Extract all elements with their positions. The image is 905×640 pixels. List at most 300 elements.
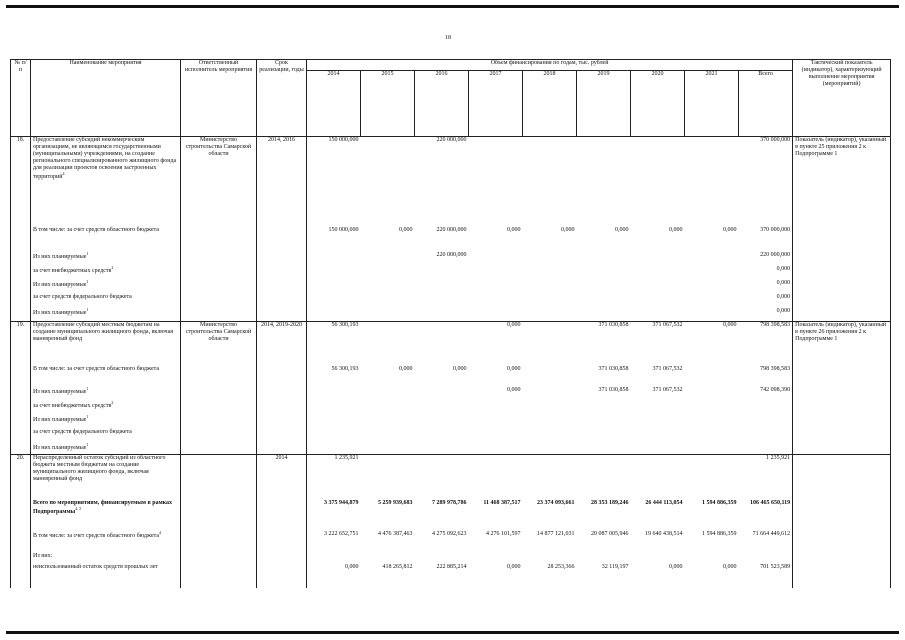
row-total (739, 553, 793, 564)
table-row (11, 564, 891, 588)
row-term (257, 227, 307, 252)
row-name (31, 553, 181, 564)
header-year: 2017 (469, 71, 523, 137)
row-term: 2014 (257, 455, 307, 500)
row-executor (181, 553, 257, 564)
row-year-value (631, 455, 685, 500)
row-total: 798 398,583 (739, 366, 793, 387)
row-indicator (793, 252, 891, 266)
row-number (11, 294, 31, 308)
row-term (257, 366, 307, 387)
row-year-value (577, 280, 631, 294)
row-term (257, 443, 307, 455)
row-total: 0,000 (739, 266, 793, 280)
row-year-value (523, 553, 577, 564)
row-number: 18. (11, 137, 31, 227)
table-row (11, 308, 891, 322)
row-total: 0,000 (739, 308, 793, 322)
row-year-value: 4 276 101,597 (486, 530, 521, 537)
row-name (31, 294, 181, 308)
row-name-text: В том числе: за счет средств областного бюджета (33, 532, 159, 539)
row-name-text: В том числе: за счет средств областного бюджета (33, 226, 159, 233)
row-name (31, 366, 181, 387)
row-year-value (361, 308, 415, 322)
row-year-value (469, 443, 523, 455)
row-term (257, 500, 307, 531)
row-total (739, 429, 793, 443)
row-term (257, 553, 307, 564)
row-year-value (631, 266, 685, 280)
row-name-text: за счет внебюджетных средств (33, 402, 112, 409)
row-name (31, 401, 181, 415)
row-year-value (361, 401, 415, 415)
row-name (31, 564, 181, 588)
row-term: 2014, 2019-2020 (257, 322, 307, 366)
row-total (739, 415, 793, 429)
row-year-value (523, 137, 577, 227)
row-year-value (685, 252, 739, 266)
row-term (257, 564, 307, 588)
row-name-text: неиспользованный остаток средств прошлых лет (33, 563, 159, 570)
row-year-value (469, 137, 523, 227)
row-year-value: 56 300,193 (307, 322, 361, 366)
row-year-value (469, 308, 523, 322)
row-year-value (469, 401, 523, 415)
row-year-value (415, 401, 469, 415)
row-year-value (361, 553, 415, 564)
row-indicator (793, 443, 891, 455)
row-name-text: Из них планируемые (33, 388, 87, 395)
table-row (11, 455, 891, 500)
row-total: 71 664 449,612 (739, 531, 793, 553)
row-year-value: 28 253,366 (547, 563, 575, 570)
footnote-marker: 2 (111, 264, 114, 270)
row-term (257, 252, 307, 266)
row-number (11, 252, 31, 266)
header-total: Всего (739, 71, 793, 137)
row-year-value: 0,000 (669, 226, 683, 233)
row-year-value (415, 280, 469, 294)
row-year-value (307, 429, 361, 443)
financing-table (10, 59, 891, 588)
row-year-value (631, 252, 685, 266)
row-name-text: Из них: (33, 552, 53, 559)
row-year-value (523, 443, 577, 455)
row-executor (181, 455, 257, 500)
row-year-value (577, 266, 631, 280)
row-term (257, 401, 307, 415)
row-year-value (307, 387, 361, 401)
row-year-value: 1 594 886,359 (702, 499, 737, 506)
row-year-value (577, 429, 631, 443)
row-year-value (577, 137, 631, 227)
row-executor (181, 415, 257, 429)
row-year-value (685, 280, 739, 294)
row-year-value: 3 222 652,751 (307, 531, 361, 553)
page-number: 18 (445, 35, 451, 41)
row-year-value: 371 067,532 (652, 365, 683, 372)
row-number: 20. (11, 455, 31, 500)
row-year-value (469, 455, 523, 500)
row-number (11, 500, 31, 531)
row-name (31, 429, 181, 443)
row-year-value (523, 322, 577, 366)
row-year-value (361, 387, 415, 401)
row-year-value (523, 455, 577, 500)
header-year: 2019 (577, 71, 631, 137)
row-indicator (793, 564, 891, 588)
footnote-marker: 1 (86, 278, 89, 284)
row-term (257, 531, 307, 553)
row-year-value (685, 401, 739, 415)
row-indicator (793, 308, 891, 322)
row-year-value (523, 366, 577, 387)
row-year-value (685, 387, 739, 401)
row-name (31, 415, 181, 429)
row-year-value (631, 280, 685, 294)
row-year-value (361, 137, 415, 227)
row-executor (181, 366, 257, 387)
row-number (11, 401, 31, 415)
row-name (31, 531, 181, 553)
row-year-value (469, 294, 523, 308)
row-year-value: 14 877 121,031 (537, 530, 575, 537)
row-year-value (577, 401, 631, 415)
row-indicator (793, 531, 891, 553)
table-row (11, 322, 891, 366)
row-year-value (577, 294, 631, 308)
row-year-value (307, 553, 361, 564)
row-year-value (361, 252, 415, 266)
row-year-value (361, 294, 415, 308)
row-total: 106 465 650,119 (739, 500, 793, 531)
row-number (11, 553, 31, 564)
row-year-value: 0,000 (453, 365, 467, 372)
row-name-text: Из них планируемые (33, 416, 87, 423)
table-row (11, 366, 891, 387)
table-row (11, 137, 891, 227)
footnote-marker: 4 (158, 529, 161, 535)
row-year-value (415, 308, 469, 322)
row-name-text: Из них планируемые (33, 281, 87, 288)
row-year-value (685, 553, 739, 564)
row-indicator: Показатель (индикатор), указанный в пункте 25 приложения 2 к Подпрограмме 1 (793, 137, 891, 227)
row-year-value: 0,000 (399, 365, 413, 372)
table-row (11, 294, 891, 308)
row-name-text: за счет внебюджетных средств (33, 267, 112, 274)
row-year-value (523, 308, 577, 322)
row-executor (181, 227, 257, 252)
row-year-value (415, 429, 469, 443)
row-year-value (685, 429, 739, 443)
table-row (11, 227, 891, 252)
row-year-value: 0,000 (399, 226, 413, 233)
row-indicator (793, 553, 891, 564)
row-year-value (361, 429, 415, 443)
row-year-value: 20 087 005,946 (591, 530, 629, 537)
row-indicator: Показатель (индикатор), указанный в пункте 26 приложения 2 к Подпрограмме 1 (793, 322, 891, 366)
row-year-value (415, 294, 469, 308)
row-term (257, 415, 307, 429)
footnote-marker: 1 (86, 250, 89, 256)
row-year-value (523, 266, 577, 280)
row-year-value (685, 294, 739, 308)
header-term: Срок реализации, годы (257, 60, 307, 137)
row-name-text: Предоставление субсидий некоммерческим организациям, не являющимся государственными (муниципальными) учреждениями, на создание регионального специализированного жилищного фонда для реализации проектов освоения застроенных территорий (33, 137, 177, 181)
row-year-value: 0,000 (723, 563, 737, 570)
row-name (31, 308, 181, 322)
row-year-value: 0,000 (507, 386, 521, 393)
row-year-value (631, 415, 685, 429)
row-year-value: 11 468 387,517 (483, 499, 521, 506)
row-year-value: 19 640 438,514 (645, 530, 683, 537)
table-body (11, 137, 891, 588)
table-row (11, 500, 891, 531)
row-executor (181, 252, 257, 266)
row-year-value (577, 553, 631, 564)
row-year-value (469, 252, 523, 266)
row-year-value (577, 443, 631, 455)
page-top-rule (6, 5, 899, 8)
row-year-value: 0,000 (561, 226, 575, 233)
row-name (31, 443, 181, 455)
footnote-marker: 4, 5 (75, 505, 82, 511)
row-executor (181, 500, 257, 531)
row-name-text: за счет средств федерального бюджета (33, 428, 132, 435)
row-indicator (793, 455, 891, 500)
row-executor (181, 429, 257, 443)
row-name-text: В том числе: за счет средств областного бюджета (33, 365, 159, 372)
row-year-value (631, 308, 685, 322)
row-year-value (469, 266, 523, 280)
row-name-text: Нераспределенный остаток субсидий из областного бюджета местным бюджетам на создание муниципального жилищного фонда, включая маневренный фонд (33, 455, 166, 483)
row-year-value: 371 067,532 (652, 386, 683, 393)
row-year-value: 4 476 387,463 (378, 530, 413, 537)
row-year-value: 23 374 093,661 (537, 499, 575, 506)
row-indicator (793, 415, 891, 429)
row-year-value (631, 553, 685, 564)
row-total: 0,000 (739, 280, 793, 294)
row-name (31, 387, 181, 401)
row-name (31, 137, 181, 227)
row-year-value (307, 401, 361, 415)
row-year-value: 0,000 (615, 226, 629, 233)
row-term (257, 429, 307, 443)
row-year-value (469, 415, 523, 429)
row-number (11, 266, 31, 280)
row-number (11, 531, 31, 553)
row-year-value: 220 000,000 (436, 226, 467, 233)
header-year: 2014 (307, 71, 361, 137)
row-year-value (577, 455, 631, 500)
row-name-text: Всего по мероприятиям, финансируемым в рамках Подпрограммы (33, 499, 173, 515)
row-year-value: 0,000 (723, 226, 737, 233)
row-indicator (793, 227, 891, 252)
row-year-value: 371 030,858 (598, 365, 629, 372)
row-name-text: Предоставление субсидий местным бюджетам на создание муниципального жилищного фонда, включая маневренный фонд (33, 322, 174, 343)
row-executor (181, 387, 257, 401)
row-name-text: за счет средств федерального бюджета (33, 293, 132, 300)
row-indicator (793, 500, 891, 531)
row-name-text: Из них планируемые (33, 309, 87, 316)
row-year-value (685, 443, 739, 455)
row-executor (181, 401, 257, 415)
row-year-value (631, 443, 685, 455)
row-year-value (523, 401, 577, 415)
row-term (257, 308, 307, 322)
footnote-marker: 1 (86, 306, 89, 312)
row-year-value: 0,000 (669, 563, 683, 570)
row-number: 19. (11, 322, 31, 366)
row-name-text: Из них планируемые (33, 444, 87, 451)
row-year-value (523, 415, 577, 429)
row-number (11, 429, 31, 443)
row-year-value (685, 415, 739, 429)
row-number (11, 564, 31, 588)
row-number (11, 443, 31, 455)
footnote-marker: 1 (86, 441, 89, 447)
row-year-value (307, 280, 361, 294)
row-executor: Министерство строительства Самарской области (181, 322, 257, 366)
row-year-value (361, 266, 415, 280)
row-name (31, 252, 181, 266)
row-term (257, 294, 307, 308)
row-year-value (307, 266, 361, 280)
row-year-value (415, 443, 469, 455)
row-year-value (685, 308, 739, 322)
row-number (11, 308, 31, 322)
table-row (11, 553, 891, 564)
row-year-value: 150 000,000 (307, 227, 361, 252)
table-row (11, 415, 891, 429)
row-total: 742 098,390 (739, 387, 793, 401)
row-total: 370 000,000 (739, 137, 793, 227)
row-year-value: 56 300,193 (307, 366, 361, 387)
row-year-value (361, 455, 415, 500)
row-year-value: 0,000 (507, 563, 521, 570)
row-year-value (415, 322, 469, 366)
page-bottom-rule (6, 631, 899, 634)
row-executor (181, 308, 257, 322)
row-number (11, 415, 31, 429)
row-year-value: 1 594 886,359 (702, 530, 737, 537)
row-executor (181, 443, 257, 455)
row-year-value (523, 252, 577, 266)
header-year: 2015 (361, 71, 415, 137)
row-year-value: 26 444 113,054 (645, 499, 683, 506)
row-year-value (361, 280, 415, 294)
row-total: 1 235,921 (739, 455, 793, 500)
row-indicator (793, 294, 891, 308)
row-year-value (631, 401, 685, 415)
row-total: 370 000,000 (739, 227, 793, 252)
row-year-value (685, 455, 739, 500)
row-year-value: 0,000 (469, 322, 523, 366)
row-year-value (631, 137, 685, 227)
table-row (11, 531, 891, 553)
row-name (31, 322, 181, 366)
row-year-value (523, 429, 577, 443)
table-row (11, 443, 891, 455)
row-indicator (793, 401, 891, 415)
row-year-value (631, 294, 685, 308)
row-year-value: 371 030,858 (598, 386, 629, 393)
header-name: Наименование мероприятия (31, 60, 181, 137)
header-year: 2018 (523, 71, 577, 137)
row-year-value (415, 455, 469, 500)
row-executor (181, 564, 257, 588)
row-year-value (307, 443, 361, 455)
footnote-marker: 1 (86, 385, 89, 391)
row-name (31, 280, 181, 294)
row-total: 220 000,000 (739, 252, 793, 266)
row-executor (181, 266, 257, 280)
row-year-value (523, 280, 577, 294)
row-total (739, 443, 793, 455)
row-executor (181, 280, 257, 294)
footnote-marker: 4 (62, 171, 65, 177)
row-indicator (793, 366, 891, 387)
row-total: 0,000 (739, 294, 793, 308)
header-volume: Объем финансирования по годам, тыс. рублей (307, 60, 793, 71)
row-year-value (361, 415, 415, 429)
row-year-value (685, 366, 739, 387)
table-row (11, 387, 891, 401)
row-year-value: 0,000 (507, 226, 521, 233)
row-year-value (469, 553, 523, 564)
row-year-value (469, 280, 523, 294)
footnote-marker: 1 (86, 413, 89, 419)
header-year: 2020 (631, 71, 685, 137)
row-year-value: 4 275 092,623 (432, 530, 467, 537)
row-year-value (415, 415, 469, 429)
row-term (257, 387, 307, 401)
row-term (257, 266, 307, 280)
row-term (257, 280, 307, 294)
row-year-value (523, 294, 577, 308)
row-number (11, 387, 31, 401)
row-year-value: 418 265,812 (382, 563, 413, 570)
row-year-value (685, 266, 739, 280)
row-year-value (361, 443, 415, 455)
row-total: 701 523,589 (739, 564, 793, 588)
row-year-value (469, 429, 523, 443)
row-year-value: 371 067,532 (631, 322, 685, 366)
row-year-value: 3 375 944,879 (307, 500, 361, 531)
table-row (11, 266, 891, 280)
row-year-value: 32 119,197 (601, 563, 629, 570)
row-name (31, 266, 181, 280)
row-year-value (631, 429, 685, 443)
row-name-text: Из них планируемые (33, 253, 87, 260)
row-total (739, 401, 793, 415)
row-year-value: 0,000 (507, 365, 521, 372)
row-year-value: 371 030,858 (577, 322, 631, 366)
row-name (31, 500, 181, 531)
row-year-value: 0,000 (307, 564, 361, 588)
row-executor: Министерство строительства Самарской области (181, 137, 257, 227)
row-year-value (415, 387, 469, 401)
row-number (11, 280, 31, 294)
row-year-value: 0,000 (685, 322, 739, 366)
header-indicator: Тактический показатель (индикатор), характеризующий выполнение мероприятия (мероприятий) (793, 60, 891, 137)
row-year-value (523, 387, 577, 401)
row-year-value (361, 322, 415, 366)
table-row (11, 280, 891, 294)
footnote-marker: 2 (111, 399, 114, 405)
row-indicator (793, 280, 891, 294)
header-year: 2016 (415, 71, 469, 137)
